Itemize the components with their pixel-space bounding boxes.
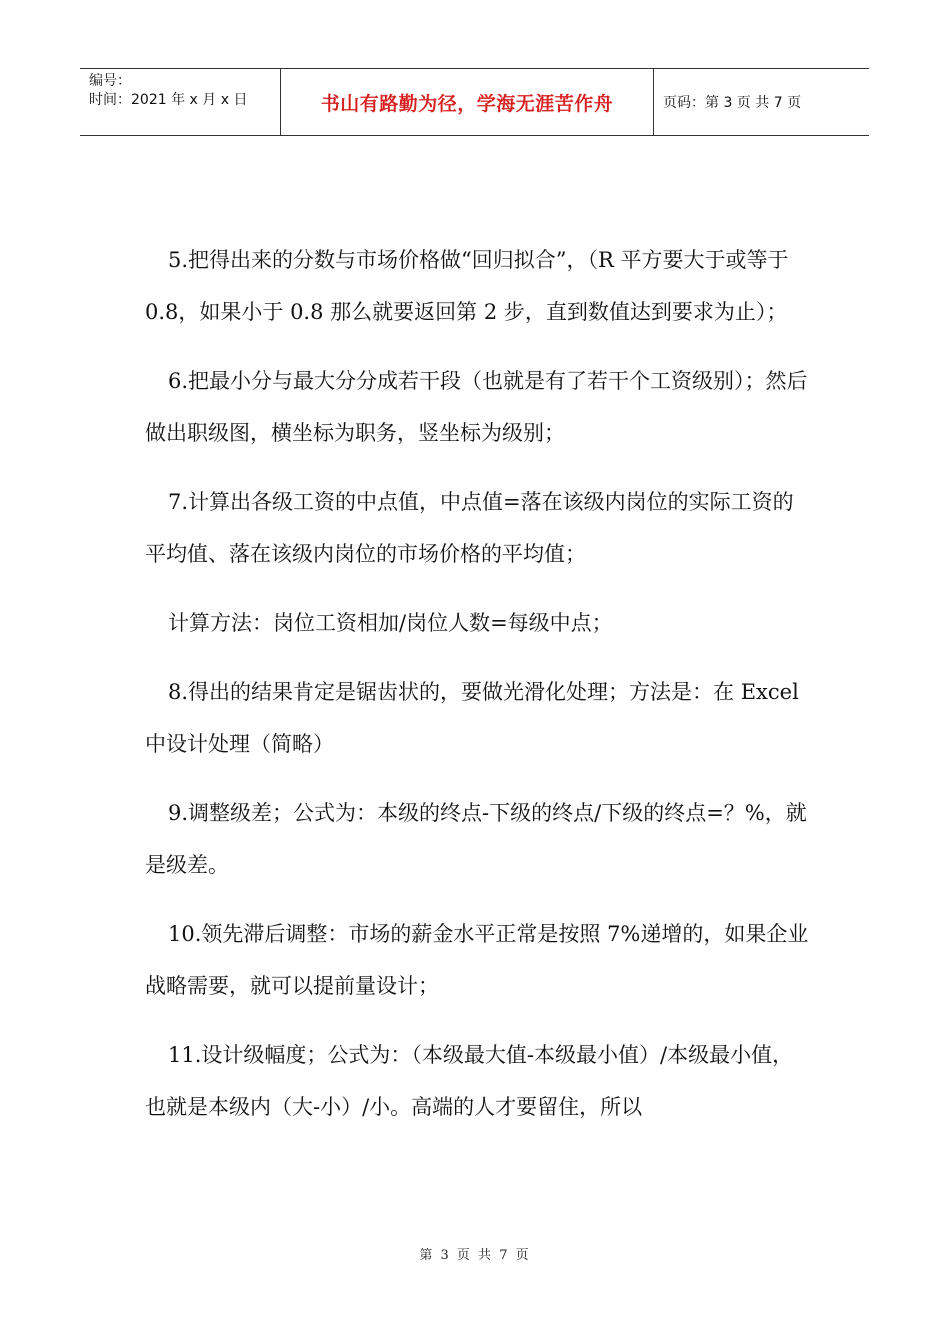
header-page-label: 页码：第 3 页 共 7 页 — [663, 95, 802, 111]
header-number-label: 编号： — [89, 73, 131, 89]
page-footer: 第 3 页 共 7 页 — [419, 1248, 531, 1263]
header-motto: 书山有路勤为径，学海无涯苦作舟 — [281, 69, 654, 135]
paragraph-5: 5.把得出来的分数与市场价格做“回归拟合”，（R 平方要大于或等于 0.8，如果小于 0.8 那么就要返回第 2 步，直到数值达到要求为止）； — [145, 248, 789, 324]
document-body — [145, 234, 810, 1150]
header-meta — [80, 69, 281, 135]
header-time-label: 时间：2021 年 x 月 x 日 — [89, 92, 248, 108]
paragraph-9: 9.调整级差；公式为：本级的终点-下级的终点/下级的终点=？%，就是级差。 — [145, 801, 807, 877]
paragraph-calc-method: 计算方法：岗位工资相加/岗位人数=每级中点； — [168, 611, 613, 635]
page-header — [80, 68, 869, 136]
paragraph-8: 8.得出的结果肯定是锯齿状的，要做光滑化处理；方法是：在 Excel 中设计处理（简略） — [145, 680, 799, 756]
paragraph-10: 10.领先滞后调整：市场的薪金水平正常是按照 7%递增的，如果企业战略需要，就可以提前量设计； — [145, 922, 809, 998]
paragraph-11: 11.设计级幅度；公式为：（本级最大值-本级最小值）/本级最小值，也就是本级内（大-小）/小。高端的人才要留住，所以 — [145, 1043, 794, 1119]
paragraph-7: 7.计算出各级工资的中点值，中点值=落在该级内岗位的实际工资的平均值、落在该级内岗位的市场价格的平均值； — [145, 490, 794, 566]
paragraph-6: 6.把最小分与最大分分成若干段（也就是有了若干个工资级别）；然后做出职级图，横坐标为职务，竖坐标为级别； — [145, 369, 808, 445]
